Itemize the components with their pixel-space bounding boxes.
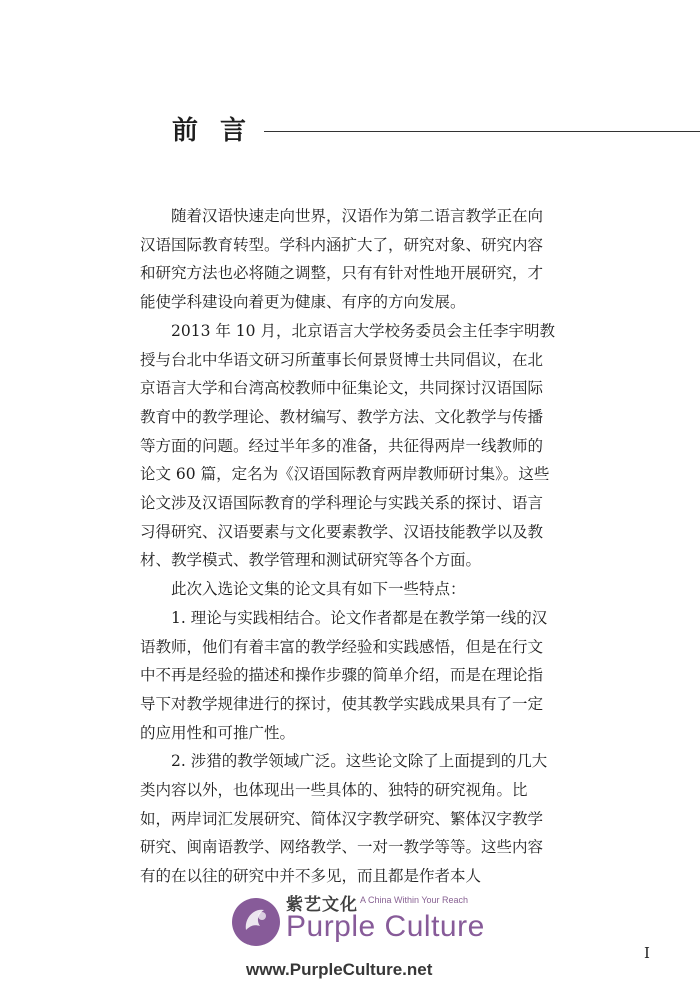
watermark [228, 888, 485, 988]
paragraph-2: 2013 年 10 月，北京语言大学校务委员会主任李宇明教授与台北中华语文研习所董事长何景贤博士共同倡议，在北京语言大学和台湾高校教师中征集论文，共同探讨汉语国际教育中的教学理论、教材编写、教学方法、文化教学与传播等方面的问题。经过半年多的准备，共征得两岸一线教师的论文 60 篇，定名为《汉语国际教育两岸教师研讨集》。这些论文涉及汉语国际教育的学科理论与实践关系的探讨、语言习得研究、汉语要素与文化要素教学、汉语技能教学以及教材、教学模式、教学管理和测试研究等各个方面。 [140, 321, 555, 570]
title-rule [264, 131, 700, 132]
heading-row [172, 112, 700, 150]
paragraph-4: 1. 理论与实践相结合。论文作者都是在教学第一线的汉语教师，他们有着丰富的教学经验和实践感悟，但是在行文中不再是经验的描述和操作步骤的简单介绍，而是在理论指导下对教学规律进行的探讨，使其教学实践成果具有了一定的应用性和可推广性。 [140, 608, 548, 742]
paragraph-5: 2. 涉猎的教学领域广泛。这些论文除了上面提到的几大类内容以外，也体现出一些具体的、独特的研究视角。比如，两岸词汇发展研究、简体汉字教学研究、繁体汉字教学研究、闽南语教学、网络教学、一对一教学等等。这些内容有的在以往的研究中并不多见，而且都是作者本人 [140, 752, 548, 886]
purple-culture-logo-icon [228, 894, 284, 950]
page-title: 前言 [172, 116, 269, 146]
watermark-brand: Purple Culture [286, 910, 485, 943]
watermark-chinese-name: 紫艺文化 [286, 895, 358, 915]
paragraph-1: 随着汉语快速走向世界，汉语作为第二语言教学正在向汉语国际教育转型。学科内涵扩大了，研究对象、研究内容和研究方法也必将随之调整，只有有针对性地开展研究，才能使学科建设向着更为健康、有序的方向发展。 [140, 207, 544, 312]
paragraph-3: 此次入选论文集的论文具有如下一些特点： [171, 580, 466, 599]
body-text [140, 202, 558, 891]
page-number: I [644, 944, 650, 962]
watermark-tagline: A China Within Your Reach [360, 895, 469, 905]
watermark-url: www.PurpleCulture.net [246, 960, 433, 979]
